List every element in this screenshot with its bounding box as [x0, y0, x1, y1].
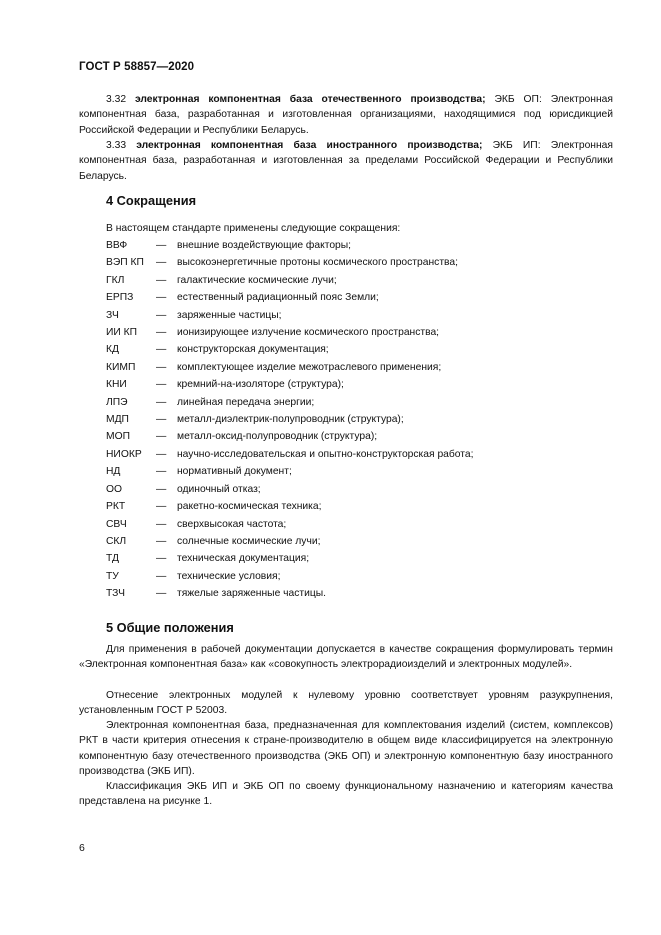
abbreviation-row: [106, 307, 626, 324]
abbreviation-dash: —: [156, 309, 167, 321]
abbreviation-code: ИИ КП: [106, 327, 138, 339]
abbreviation-definition: одиночный отказ;: [177, 483, 261, 495]
abbreviation-definition: солнечные космические лучи;: [177, 535, 321, 547]
abbreviation-definition: линейная передача энергии;: [177, 396, 315, 408]
abbreviation-dash: —: [156, 292, 167, 304]
definition-term: электронная компонентная база иностранного производства;: [136, 140, 483, 151]
definition-text: ЭКБ ОП: Электронная компонентная база, разработанная и изготовленная организациями, находящимися под юрисдикцией Российской Федерации и Республики Беларусь.: [79, 94, 613, 136]
abbreviation-definition: техническая документация;: [177, 553, 310, 565]
abbreviation-dash: —: [156, 518, 167, 530]
definition-term: электронная компонентная база отечественного производства;: [134, 94, 486, 105]
abbreviation-code: МДП: [106, 414, 129, 426]
abbreviation-definition: тяжелые заряженные частицы.: [177, 588, 327, 600]
abbreviation-dash: —: [156, 327, 167, 339]
abbreviation-code: ГКЛ: [106, 274, 125, 286]
abbreviation-definition: технические условия;: [177, 570, 281, 582]
abbreviation-dash: —: [156, 501, 167, 513]
abbreviation-row: [106, 411, 626, 428]
abbreviation-row: [106, 289, 626, 306]
abbreviation-code: КД: [106, 344, 119, 356]
abbreviation-dash: —: [156, 257, 167, 269]
abbreviation-code: НИОКР: [106, 448, 142, 460]
definition-number: 3.33: [106, 140, 127, 151]
abbreviation-definition: галактические космические лучи;: [177, 274, 337, 286]
abbreviation-dash: —: [156, 414, 167, 426]
abbreviation-code: ОО: [106, 483, 123, 495]
abbreviation-code: КНИ: [106, 379, 127, 391]
abbreviation-code: МОП: [106, 431, 130, 443]
abbreviation-row: [106, 272, 626, 289]
abbreviation-row: [106, 394, 626, 411]
abbreviation-row: [106, 481, 626, 498]
abbreviation-code: НД: [106, 466, 121, 478]
abbreviation-definition: высокоэнергетичные протоны космического пространства;: [177, 257, 458, 269]
abbreviation-definition: естественный радиационный пояс Земли;: [177, 292, 379, 304]
abbreviation-code: ТД: [106, 553, 119, 565]
abbreviation-definition: металл-диэлектрик-полупроводник (структура);: [177, 414, 404, 426]
abbreviation-code: СКЛ: [106, 535, 127, 547]
definition-number: 3.32: [106, 94, 127, 105]
abbreviation-dash: —: [156, 448, 167, 460]
section-5-paragraph-3: Электронная компонентная база, предназначенная для комплектования изделий (систем, комплексов) РКТ в части критерия отнесения к стране-производителю в общем виде классифицируется на электронную компонентную базу отечественного производства (ЭКБ ОП) и электронную компонентную базу иностранного производства (ЭКБ ИП).: [79, 720, 613, 777]
section-4-heading: 4 Сокращения: [106, 193, 197, 208]
abbreviation-code: ВЭП КП: [106, 257, 144, 269]
abbreviation-dash: —: [156, 274, 167, 286]
abbreviation-definition: конструкторская документация;: [177, 344, 329, 356]
section-5-paragraph-1: Для применения в рабочей документации допускается в качестве сокращения формулировать термин «Электронная компонентная база» как «совокупность электрорадиоизделий и электронных модулей».: [79, 644, 613, 671]
abbreviation-definition: ионизирующее излучение космического пространства;: [177, 327, 440, 339]
abbreviation-definition: кремний-на-изоляторе (структура);: [177, 379, 344, 391]
abbreviation-dash: —: [156, 240, 167, 251]
abbreviation-dash: —: [156, 483, 167, 495]
abbreviation-row: [106, 237, 626, 254]
abbreviation-code: ВВФ: [106, 240, 128, 251]
section-5-heading: 5 Общие положения: [106, 620, 234, 635]
abbreviation-code: ТУ: [106, 570, 119, 582]
abbreviation-dash: —: [156, 535, 167, 547]
document-header: ГОСТ Р 58857—2020: [79, 61, 195, 73]
abbreviation-dash: —: [156, 379, 167, 391]
definition-3-33: [79, 138, 613, 184]
abbreviation-row: [106, 463, 626, 480]
abbreviation-definition: ракетно-космическая техника;: [177, 501, 322, 513]
abbreviation-dash: —: [156, 344, 167, 356]
abbreviation-definition: металл-оксид-полупроводник (структура);: [177, 431, 378, 443]
abbreviation-code: ЕРПЗ: [106, 292, 134, 304]
abbreviation-row: [106, 341, 626, 358]
abbreviation-definition: заряженные частицы;: [177, 309, 282, 321]
abbreviation-dash: —: [156, 588, 167, 600]
abbreviation-dash: —: [156, 431, 167, 443]
abbreviation-row: [106, 376, 626, 393]
abbreviation-definition: внешние воздействующие факторы;: [177, 240, 352, 251]
abbreviation-dash: —: [156, 553, 167, 565]
abbreviation-definition: нормативный документ;: [177, 466, 292, 478]
abbreviation-code: СВЧ: [106, 518, 127, 530]
abbreviations-list: [106, 237, 626, 603]
abbreviation-dash: —: [156, 396, 167, 408]
abbreviation-row: [106, 254, 626, 271]
abbreviation-definition: комплектующее изделие межотраслевого применения;: [177, 361, 442, 373]
abbreviation-definition: сверхвысокая частота;: [177, 518, 287, 530]
abbreviation-dash: —: [156, 466, 167, 478]
abbreviation-row: [106, 568, 626, 585]
abbreviation-row: [106, 585, 626, 602]
abbreviation-row: [106, 359, 626, 376]
abbreviation-code: РКТ: [106, 501, 126, 513]
abbreviation-dash: —: [156, 570, 167, 582]
definition-text: ЭКБ ИП: Электронная компонентная база, разработанная и изготовленная за пределами Российской Федерации и Республики Беларусь.: [79, 140, 613, 182]
definition-3-32: [79, 92, 613, 138]
abbreviation-code: ЛПЭ: [106, 396, 128, 408]
abbreviation-dash: —: [156, 361, 167, 373]
abbreviation-code: ЗЧ: [106, 309, 119, 321]
section-5-paragraph-2: Отнесение электронных модулей к нулевому уровню соответствует уровням разукрупнения, установленным ГОСТ Р 52003.: [79, 690, 613, 717]
abbreviation-row: [106, 550, 626, 567]
abbreviation-definition: научно-исследовательская и опытно-конструкторская работа;: [177, 448, 474, 460]
abbreviation-row: [106, 324, 626, 341]
abbreviation-code: КИМП: [106, 361, 136, 373]
abbreviation-code: ТЗЧ: [106, 588, 126, 600]
abbreviations-intro: В настоящем стандарте применены следующие сокращения:: [106, 223, 401, 234]
section-5-paragraph-4: Классификация ЭКБ ИП и ЭКБ ОП по своему функциональному назначению и категориям качества представлена на рисунке 1.: [79, 781, 613, 808]
abbreviation-row: [106, 498, 626, 515]
abbreviation-row: [106, 446, 626, 463]
page-number: 6: [79, 842, 85, 854]
abbreviation-row: [106, 533, 626, 550]
abbreviation-row: [106, 516, 626, 533]
abbreviation-row: [106, 428, 626, 445]
